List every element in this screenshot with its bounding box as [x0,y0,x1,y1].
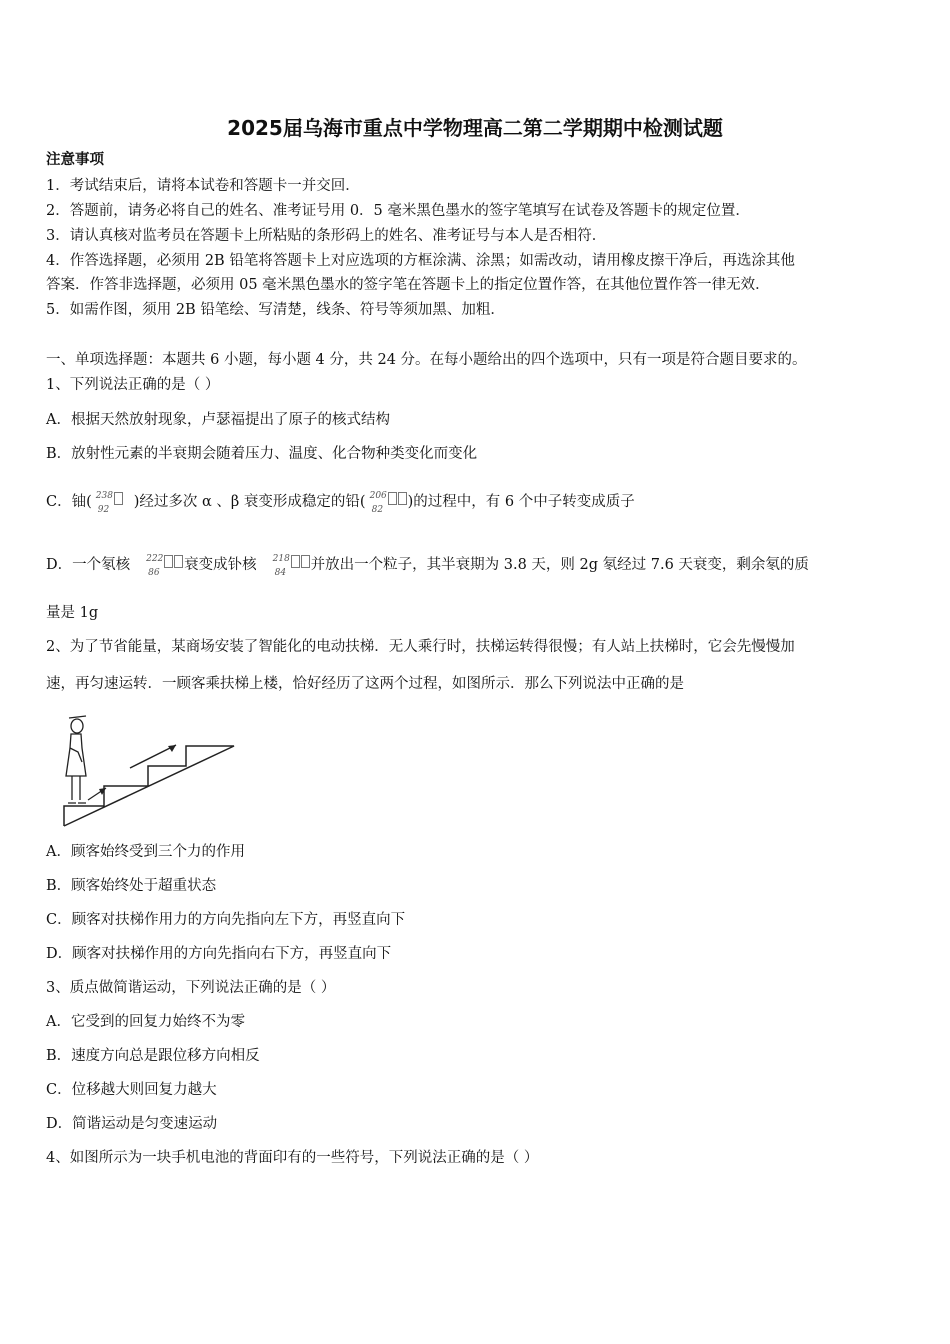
notice-item: 5．如需作图，须用 2B 铅笔绘、写清楚，线条、符号等须加黑、加粗． [46,302,505,318]
q2-option-b: B．顾客始终处于超重状态 [46,878,217,894]
q2-option-d: D．顾客对扶梯作用的方向先指向右下方，再竖直向下 [46,946,392,962]
q1-option-c-text: )经过多次 α 、β 衰变形成稳定的铅( [133,494,366,510]
q2-option-a: A．顾客始终受到三个力的作用 [46,844,245,860]
uranium-isotope-symbol: 238 92 [96,490,130,514]
notice-item: 3．请认真核对监考员在答题卡上所粘贴的条形码上的姓名、准考证号与本人是否相符． [46,228,607,244]
q1-option-b: B．放射性元素的半衰期会随着压力、温度、化合物种类变化而变化 [46,446,478,462]
escalator-figure [58,708,238,830]
radon-isotope-symbol: 222 86 [146,553,180,577]
q3-option-b: B．速度方向总是跟位移方向相反 [46,1048,260,1064]
polonium-isotope-symbol: 218 84 [273,553,307,577]
question-4-stem: 4、如图所示为一块手机电池的背面印有的一些符号，下列说法正确的是（ ） [46,1150,539,1166]
question-2-stem: 速，再匀速运转．一顾客乘扶梯上楼，恰好经历了这两个过程，如图所示．那么下列说法中正确的是 [46,676,684,692]
section-heading: 一、单项选择题：本题共 6 小题，每小题 4 分，共 24 分。在每小题给出的四个选项中，只有一项是符合题目要求的。 [46,352,807,368]
q1-option-c [46,490,635,514]
q1-option-d-text: 并放出一个粒子，其半衰期为 3.8 天，则 2g 氡经过 7.6 天衰变，剩余氡的质 [310,557,809,573]
notice-item: 2．答题前，请务必将自己的姓名、准考证号用 0．5 毫米黑色墨水的签字笔填写在试卷及答题卡的规定位置． [46,203,750,219]
q3-option-c: C．位移越大则回复力越大 [46,1082,217,1098]
q1-option-d-text: 衰变成钋核 [184,557,257,573]
q1-option-c-text: )的过程中，有 6 个中子转变成质子 [407,494,635,510]
question-1-stem: 1、下列说法正确的是（ ） [46,377,220,393]
q3-option-d: D．简谐运动是匀变速运动 [46,1116,218,1132]
notice-item: 1．考试结束后，请将本试卷和答题卡一并交回． [46,178,360,194]
q1-option-c-text: C．铀( [46,494,92,510]
q1-option-d-continued: 量是 1g [46,605,99,621]
question-2-stem: 2、为了节省能量，某商场安装了智能化的电动扶梯．无人乘行时，扶梯运转得很慢；有人站上扶梯时，它会先慢慢加 [46,639,795,655]
question-3-stem: 3、质点做简谐运动，下列说法正确的是（ ） [46,980,336,996]
q1-option-d [46,553,809,577]
q1-option-a: A．根据天然放射现象，卢瑟福提出了原子的核式结构 [46,412,390,428]
q2-option-c: C．顾客对扶梯作用力的方向先指向左下方，再竖直向下 [46,912,406,928]
q1-option-d-text: D．一个氡核 [46,557,131,573]
q3-option-a: A．它受到的回复力始终不为零 [46,1014,245,1030]
notice-item: 4．作答选择题，必须用 2B 铅笔将答题卡上对应选项的方框涂满、涂黑；如需改动，请用橡皮擦干净后，再选涂其他 [46,253,795,269]
notice-heading: 注意事项 [46,151,104,168]
lead-isotope-symbol: 206 82 [370,490,404,514]
page-title: 2025届乌海市重点中学物理高二第二学期期中检测试题 [227,116,723,140]
notice-item: 答案．作答非选择题，必须用 05 毫米黑色墨水的签字笔在答题卡上的指定位置作答，在其他位置作答一律无效． [46,277,770,293]
customer-figure [66,716,86,803]
velocity-arrow [130,745,176,768]
